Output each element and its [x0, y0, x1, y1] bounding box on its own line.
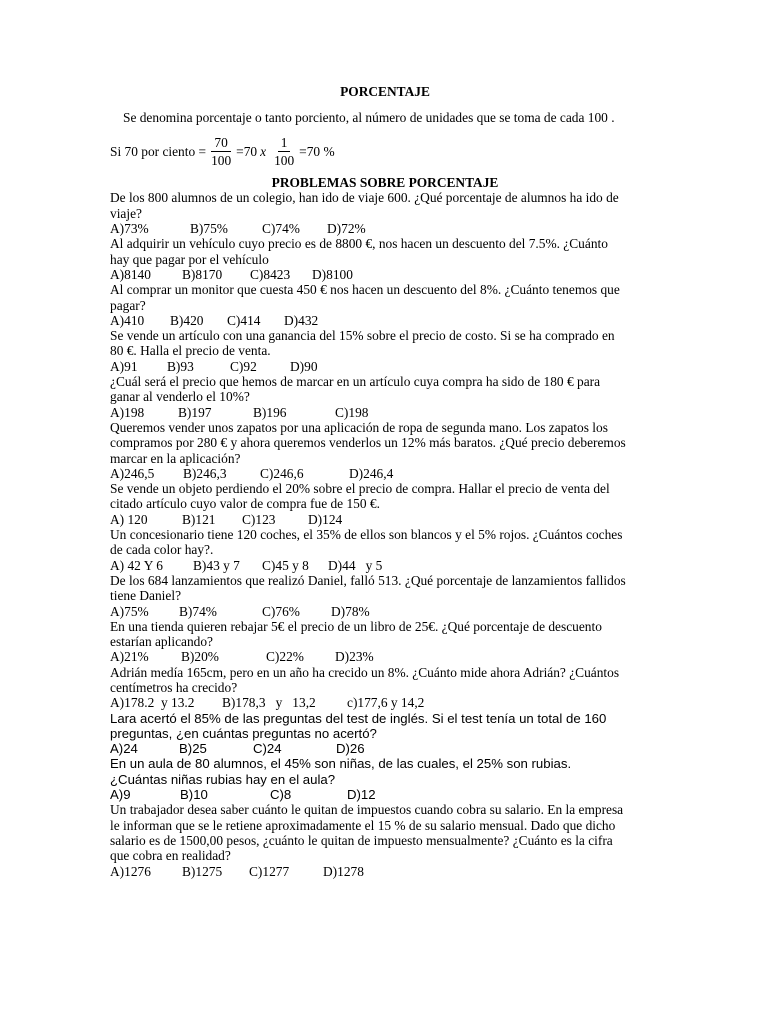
problem-question-line: ¿Cuántas niñas rubias hay en el aula?: [110, 771, 336, 787]
answer-option: A)21%: [110, 649, 149, 665]
answer-option: A)8140: [110, 266, 151, 282]
problem-question-line: ganar al venderlo el 10%?: [110, 389, 250, 405]
answer-option: C)22%: [266, 649, 304, 665]
answer-option: D)12: [347, 787, 376, 803]
problem-question-line: hay que pagar por el vehículo: [110, 251, 269, 267]
problems-list: [110, 190, 660, 878]
answer-option: D)124: [308, 511, 343, 527]
answer-options: [110, 741, 660, 756]
percentage-formula: [110, 135, 660, 169]
problem-question-line: Se vende un objeto perdiendo el 20% sobre el precio de compra. Hallar el precio de venta del: [110, 481, 610, 497]
answer-options: [110, 359, 660, 374]
answer-option: c)177,6 y 14,2: [347, 695, 425, 711]
problem-question-line: ¿Cuál será el precio que hemos de marcar en un artículo cuya compra ha sido de 180 € para: [110, 374, 601, 390]
fraction-denominator: 100: [211, 152, 232, 168]
problem-item: [110, 573, 660, 619]
fraction-numerator: 70: [211, 135, 230, 152]
answer-options: [110, 221, 660, 236]
answer-option: D)72%: [327, 221, 366, 237]
problem-question-line: centímetros ha crecido?: [110, 679, 238, 695]
answer-option: B)246,3: [183, 465, 227, 481]
problem-item: [110, 527, 660, 573]
problem-question-line: salario es de 1500,00 pesos, ¿cuánto le quitan de impuesto mensualmente? ¿Cuánto es la cifra: [110, 832, 613, 848]
answer-option: C)24: [253, 741, 282, 757]
problem-question-line: Un trabajador desea saber cuánto le quitan de impuestos cuando cobra su salario. En la empresa: [110, 802, 624, 818]
answer-options: [110, 558, 660, 573]
answer-option: A)410: [110, 312, 145, 328]
answer-option: D)246,4: [349, 465, 394, 481]
problem-question-line: De los 800 alumnos de un colegio, han ido de viaje 600. ¿Qué porcentaje de alumnos ha ido de: [110, 190, 619, 206]
answer-option: C)123: [242, 511, 276, 527]
answer-options: [110, 604, 660, 619]
answer-option: B)8170: [182, 266, 223, 282]
answer-option: D)78%: [331, 603, 370, 619]
answer-option: A)24: [110, 741, 138, 757]
answer-option: A)73%: [110, 221, 149, 237]
fraction-denominator: 100: [274, 152, 295, 168]
answer-option: B)74%: [179, 603, 217, 619]
answer-option: B)75%: [190, 221, 228, 237]
answer-option: A) 120: [110, 511, 148, 527]
answer-option: B)1275: [182, 863, 223, 879]
fraction-1-over-100: [271, 135, 297, 169]
answer-option: A)198: [110, 404, 145, 420]
answer-option: D)8100: [312, 266, 353, 282]
problem-question-line: Al adquirir un vehículo cuyo precio es de 8800 €, nos hacen un descuento del 7.5%. ¿Cuánto: [110, 236, 608, 252]
answer-option: C)8423: [250, 266, 291, 282]
answer-option: C)8: [270, 787, 292, 803]
answer-option: A)1276: [110, 863, 151, 879]
problem-item: [110, 282, 660, 328]
formula-times: x: [260, 143, 267, 159]
answer-option: A) 42 Y 6: [110, 557, 163, 573]
problem-question-line: Un concesionario tiene 120 coches, el 35% de ellos son blancos y el 5% rojos. ¿Cuántos coches: [110, 527, 623, 543]
intro-paragraph: Se denomina porcentaje o tanto porciento, al número de unidades que se toma de cada 100 .: [123, 110, 615, 126]
fraction-numerator: 1: [278, 135, 291, 152]
answer-option: D)432: [284, 312, 319, 328]
problem-item: [110, 481, 660, 527]
problem-question-line: de cada color hay?.: [110, 542, 214, 558]
problem-question-line: En un aula de 80 alumnos, el 45% son niñas, de las cuales, el 25% son rubias.: [110, 756, 572, 772]
formula-result: =70 %: [299, 143, 335, 159]
answer-options: [110, 864, 660, 879]
formula-prefix: Si 70 por ciento =: [110, 143, 207, 159]
problem-question-line: Se vende un artículo con una ganancia del 15% sobre el precio de costo. Si se ha comprado en: [110, 328, 615, 344]
answer-option: D)23%: [335, 649, 374, 665]
answer-option: C)1277: [249, 863, 290, 879]
problem-item: [110, 711, 660, 757]
answer-option: C)198: [335, 404, 369, 420]
answer-option: A)91: [110, 358, 138, 374]
problem-question-line: pagar?: [110, 297, 146, 313]
answer-options: [110, 512, 660, 527]
answer-option: C)92: [230, 358, 257, 374]
problem-item: [110, 190, 660, 236]
answer-option: A)246,5: [110, 465, 155, 481]
answer-option: C)246,6: [260, 465, 304, 481]
problem-question-line: Queremos vender unos zapatos por una aplicación de ropa de segunda mano. Los zapatos los: [110, 419, 608, 435]
problems-heading: PROBLEMAS SOBRE PORCENTAJE: [271, 175, 499, 191]
problem-question-line: viaje?: [110, 205, 142, 221]
answer-option: A)178.2 y 13.2: [110, 695, 195, 711]
answer-option: B)25: [179, 741, 207, 757]
answer-option: D)1278: [323, 863, 364, 879]
problem-item: [110, 756, 660, 802]
answer-option: B)43 y 7: [193, 557, 240, 573]
problem-question-line: De los 684 lanzamientos que realizó Daniel, falló 513. ¿Qué porcentaje de lanzamientos fallidos: [110, 572, 626, 588]
problem-item: [110, 328, 660, 374]
answer-options: [110, 695, 660, 710]
answer-option: B)20%: [181, 649, 219, 665]
problem-question-line: estarían aplicando?: [110, 634, 213, 650]
problem-question-line: 80 €. Halla el precio de venta.: [110, 343, 271, 359]
answer-option: C)45 y 8: [262, 557, 309, 573]
problem-question-line: compramos por 280 € y ahora queremos venderlos un 12% más baratos. ¿Qué precio deberemos: [110, 435, 626, 451]
answer-options: [110, 313, 660, 328]
problem-item: [110, 619, 660, 665]
problem-question-line: citado artículo cuyo valor de compra fue de 150 €.: [110, 496, 380, 512]
answer-option: D)26: [336, 741, 365, 757]
problem-question-line: preguntas, ¿en cuántas preguntas no acertó?: [110, 725, 377, 741]
problem-question-line: que cobra en realidad?: [110, 848, 231, 864]
formula-equals-70: =70: [236, 143, 258, 159]
answer-option: A)75%: [110, 603, 149, 619]
answer-option: B)121: [182, 511, 216, 527]
fraction-70-over-100: [208, 135, 234, 169]
answer-option: B)93: [167, 358, 194, 374]
answer-option: C)74%: [262, 221, 300, 237]
answer-options: [110, 466, 660, 481]
answer-option: B)197: [178, 404, 212, 420]
problem-item: [110, 665, 660, 711]
answer-option: B)10: [180, 787, 208, 803]
problem-item: [110, 236, 660, 282]
problem-question-line: tiene Daniel?: [110, 588, 182, 604]
answer-options: [110, 267, 660, 282]
answer-option: A)9: [110, 787, 131, 803]
answer-options: [110, 649, 660, 664]
problem-item: [110, 802, 660, 878]
answer-option: C)76%: [262, 603, 300, 619]
problem-question-line: marcar en la aplicación?: [110, 450, 241, 466]
answer-option: B)178,3 y 13,2: [222, 695, 316, 711]
answer-option: C)414: [227, 312, 261, 328]
answer-option: B)420: [170, 312, 204, 328]
problem-question-line: Lara acertó el 85% de las preguntas del test de inglés. Si el test tenía un total de 160: [110, 710, 607, 726]
answer-options: [110, 787, 660, 802]
problem-item: [110, 374, 660, 420]
answer-option: D)44 y 5: [328, 557, 383, 573]
problem-question-line: Al comprar un monitor que cuesta 450 € nos hacen un descuento del 8%. ¿Cuánto tenemos que: [110, 282, 620, 298]
answer-option: D)90: [290, 358, 318, 374]
problem-item: [110, 420, 660, 481]
document-page: [110, 84, 660, 879]
answer-option: B)196: [253, 404, 287, 420]
page-title: PORCENTAJE: [340, 84, 430, 99]
problem-question-line: Adrián medía 165cm, pero en un año ha crecido un 8%. ¿Cuánto mide ahora Adrián? ¿Cuántos: [110, 664, 620, 680]
problem-question-line: En una tienda quieren rebajar 5€ el precio de un libro de 25€. ¿Qué porcentaje de descuento: [110, 618, 602, 634]
answer-options: [110, 405, 660, 420]
problem-question-line: le informan que se le retiene aproximadamente el 15 % de su salario mensual. Dado que dicho: [110, 817, 616, 833]
